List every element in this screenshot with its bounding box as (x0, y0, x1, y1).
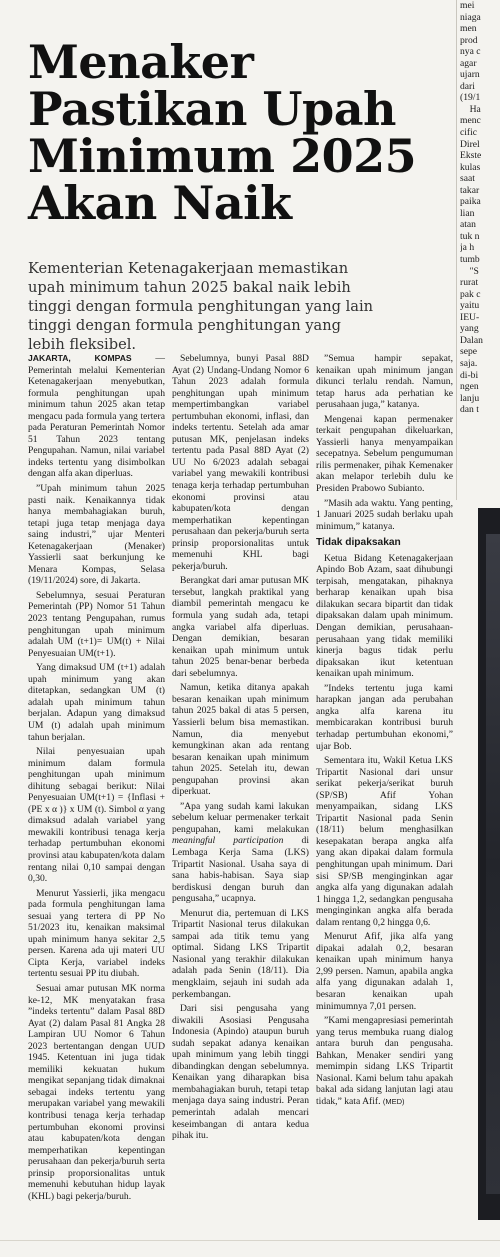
body-paragraph: Yang dimaksud UM (t+1) adalah upah minimum yang akan ditetapkan, sedangkan UM (t) adalah upah minimum tahun berjalan. Adapun yang dimaksud UM (t) adalah upah minimum tahun berjalan. (28, 662, 165, 743)
body-paragraph: ”Indeks tertentu juga kami harapkan jangan ada perubahan angka alfa karena itu membicarakan kontribusi buruh terhadap pertumbuhan ekonomi,” ujar Bob. (316, 682, 453, 752)
subheading: Tidak dipaksakan (316, 537, 401, 549)
advertisement-image (486, 534, 500, 1194)
closing-text: ”Kami mengapresiasi pemerintah yang terus membuka ruang dialog antara buruh dan pengusaha. Bahkan, Menaker sendiri yang memimpin sidang LKS Tripartit Nasional. Kami belum tahu apakah bakal ada sidang lanjutan lagi atau tidak,” kata Afif. (316, 1015, 453, 1107)
dateline: JAKARTA, KOMPAS (28, 353, 132, 363)
body-paragraph: Menurut Yassierli, jika mengacu pada formula penghitungan lama sesuai yang tertera di PP No 51/2023 itu, kenaikan maksimal upah minimum hanya sekitar 2,5 persen. Karena ada uji materi UU Cipta Kerja, variabel indeks tertentu sesuai PP itu diubah. (28, 887, 165, 980)
body-paragraph: Sebelumnya, sesuai Peraturan Pemerintah (PP) Nomor 51 Tahun 2023 tentang Pengupahan, rumus penghitungan upah minimum adalah UM (t+1)= UM(t) + Nilai Penyesuaian UM(t+1). (28, 589, 165, 659)
dark-advertisement-block (478, 508, 500, 1220)
italic-term: meaningful participation (172, 835, 284, 847)
article-column-2 (172, 353, 309, 1145)
deck-text: Kementerian Ketenagakerjaan memastikan upah minimum tahun 2025 bakal naik lebih tinggi dengan formula penghitungan yang lain tinggi dengan formula penghitungan yang lebih fleksibel. (28, 260, 374, 353)
body-paragraph: Sesuai amar putusan MK norma ke-12, MK menyatakan frasa ”indeks tertentu” dalam Pasal 88D Ayat (2) dalam Pasal 81 Angka 28 Lampiran UU Nomor 6 Tahun 2023 bertentangan dengan UUD 1945. Ketentuan ini juga tidak memiliki kekuatan hukum mengikat sepanjang tidak dimaknai sebagai indeks tertentu yang merupakan variabel yang mewakili kontribusi tenaga kerja terhadap pertumbuhan ekonomi provinsi atau kabupaten/kota dengan memperhatikan kepentingan perusahaan dan pekerja/buruh serta prinsip proporsionalitas untuk memenuhi kebutuhan hidup layak (KHL) bagi pekerja/buruh. (28, 982, 165, 1202)
body-paragraph: Sebelumnya, bunyi Pasal 88D Ayat (2) Undang-Undang Nomor 6 Tahun 2023 adalah formula penghitungan upah minimum mempertimbangkan variabel pertumbuhan ekonomi, inflasi, dan indeks tertentu. Setelah ada amar putusan MK, penjelasan indeks tertentu pada Pasal 88D Ayat (2) UU No 6/2023 adalah sebagai variabel yang mewakili kontribusi tenaga kerja terhadap pertumbuhan ekonomi provinsi atau kabupaten/kota dengan memperhatikan kepentingan perusahaan dan pekerja/buruh serta prinsip proporsionalitas untuk memenuhi KHL bagi pekerja/buruh. (172, 353, 309, 572)
body-paragraph: Ketua Bidang Ketenagakerjaan Apindo Bob Azam, saat dihubungi terpisah, mengatakan, pihaknya berharap kenaikan upah bisa dilakukan secara bipartit dan tidak dipaksakan dalam upah minimum. Dengan demikian, perusahaan-perusahaan yang tidak memiliki kinerja bagus tidak perlu dipaksakan ikut ketentuan kenaikan upah minimum. (316, 552, 453, 680)
quote-text-end: di Lembaga Kerja Sama (LKS) Tripartit Nasional. Usaha saya di sana habis-habisan. Saya siap berdiskusi dengan buruh dan pengusaha,” ucapnya. (172, 835, 309, 905)
article-column-3 (316, 353, 453, 1110)
body-paragraph: Sementara itu, Wakil Ketua LKS Tripartit Nasional dari unsur serikat pekerja/serikat buruh (SP/SB) Afif Yohan menyampaikan, sidang LKS Tripartit Nasional pada Senin (18/11) belum menghasilkan kesepakatan berapa angka alfa yang akan dipakai dalam formula penghitungan upah minimum. Dari sisi SP/SB menginginkan agar angka alfa yang digunakan adalah 1 hingga 1,2, sedangkan pengusaha menginginkan angka alfa berada dalam rentang 0,2 hingga 0,6. (316, 755, 453, 928)
article-deck (28, 259, 448, 354)
body-paragraph: Mengenai kapan permenaker terkait pengupahan dikeluarkan, Yassierli hanya menyampaikan secepatnya. Sebelum pengumuman rilis permenaker, pihak Kemenaker akan melapor terlebih dulu ke Presiden Prabowo Subianto. (316, 413, 453, 495)
lead-text: — Pemerintah melalui Kementerian Ketenagakerjaan menyebutkan, formula penghitungan upah minimum tahun 2025 akan tetap mengacu pada formula yang tertera pada Peraturan Pemerintah Nomor 51 Tahun 2023 tentang Pengupahan. Namun, nilai variabel indeks tertentu yang disimbolkan dengan alfa akan diperluas. (28, 353, 165, 480)
body-paragraph: Menurut Afif, jika alfa yang dipakai adalah 0,2, besaran kenaikan upah minimum hanya 2,99 persen. Namun, apabila angka alfa yang digunakan adalah 1, besaran kenaikan upah minimumnya 7,01 persen. (316, 931, 453, 1012)
article-column-1 (28, 353, 165, 1205)
lead-paragraph (28, 353, 165, 480)
byline-initials: (MED) (382, 1096, 405, 1106)
adjacent-article-fragment: mei niaga men prod nya c agar ujarn dari (19/1 Ha menc cific Direl Ekste kulas saat takar paika lian atan tuk n ja h tumb "S rurat pak c yaitu IEU- yang Dalan sepe saja. di-bi ngen lanju dan t (460, 0, 483, 416)
quote-paragraph (172, 801, 309, 905)
body-paragraph: Nilai penyesuaian upah minimum dalam formula penghitungan upah minimum dihitung sebagai berikut: Nilai Penyesuaian UM(t+1) = {Inflasi + (PE x α )} x UM (t). Simbol α yang dimaksud adalah variabel yang mewakili kontribusi tenaga kerja terhadap pertumbuhan ekonomi provinsi atau kabupaten/kota dalam rentang nilai 0,10 sampai dengan 0,30. (28, 746, 165, 885)
quote-text: ”Apa yang sudah kami lakukan sebelum keluar permenaker terkait pengupahan, kami melakukan (172, 800, 309, 835)
body-paragraph: ”Semua hampir sepakat, kenaikan upah minimum jangan dikunci terlalu rendah. Namun, tetap harus ada perhatian ke perusahaan juga,” katanya. (316, 353, 453, 411)
headline: Menaker Pastikan Upah Minimum 2025 Akan Naik (28, 34, 417, 230)
body-paragraph: Namun, ketika ditanya apakah besaran kenaikan upah minimum tahun 2025 bakal di atas 5 persen, Yassierli belum bisa memastikan. Namun, dia menyebut kemungkinan akan ada rentang besaran kenaikan upah minimum tahun 2025. Setelah itu, dewan pengupahan provinsi akan diperkuat. (172, 682, 309, 798)
bottom-rule (0, 1240, 500, 1241)
body-paragraph: ”Masih ada waktu. Yang penting, 1 Januari 2025 sudah berlaku upah minimum,” katanya. (316, 497, 453, 532)
closing-paragraph (316, 1015, 453, 1107)
column-divider (456, 0, 457, 500)
body-paragraph: Dari sisi pengusaha yang diwakili Asosiasi Pengusaha Indonesia (Apindo) ataupun buruh sudah sepakat adanya kenaikan upah minimum yang lebih tinggi dibandingkan dengan sebelumnya. Kenaikan yang diharapkan bisa membahagiakan buruh, tetapi tetap menjaga daya saing industri. Peran pemerintah adalah mencari keseimbangan di antara kedua pihak itu. (172, 1003, 309, 1142)
body-paragraph: Berangkat dari amar putusan MK tersebut, langkah praktikal yang diambil pemerintah mengacu ke formula yang sudah ada, tetapi angka variabel alfa diperluas. Dengan demikian, besaran kenaikan upah minimum untuk tahun 2025 benar-benar berbeda dari sebelumnya. (172, 575, 309, 679)
body-paragraph: ”Upah minimum tahun 2025 pasti naik. Kenaikannya tidak hanya membahagiakan buruh, tetapi juga tetap menjaga daya saing industri,” ujar Menteri Ketenagakerjaan (Menaker) Yassierli saat berkunjung ke Menara Kompas, Selasa (19/11/2024) sore, di Jakarta. (28, 483, 165, 587)
body-paragraph: Menurut dia, pertemuan di LKS Tripartit Nasional terus dilakukan sampai ada titik temu yang optimal. Sidang LKS Tripartit Nasional yang terakhir dilakukan adalah pada Senin (18/11). Dia mengklaim, sejauh ini sudah ada perkembangan. (172, 907, 309, 1000)
